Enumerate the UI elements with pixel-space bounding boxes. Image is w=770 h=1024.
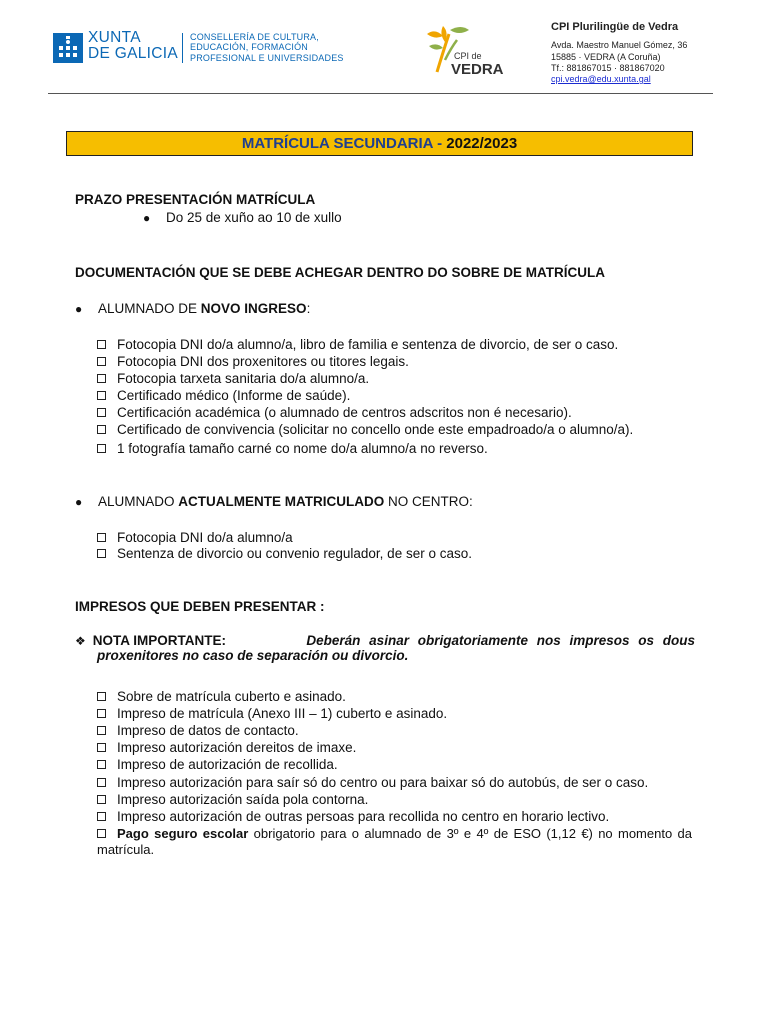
school-name: CPI Plurilingüe de Vedra [551, 21, 679, 33]
checklist-item [97, 791, 368, 808]
checklist-item-text: 1 fotografía tamaño carné co nome do/a alumno/a no reverso. [117, 441, 488, 456]
dept-line3: PROFESIONAL E UNIVERSIDADES [190, 52, 344, 63]
school-email-link[interactable]: cpi.vedra@edu.xunta.gal [551, 74, 651, 84]
checkbox-icon[interactable] [97, 709, 106, 718]
deadline-heading: PRAZO PRESENTACIÓN MATRÍCULA [75, 192, 316, 207]
checklist-item-text: Impreso de datos de contacto. [117, 723, 299, 738]
vedra-logo-small: CPI de [454, 51, 482, 61]
header-divider [182, 33, 183, 63]
note-label: NOTA IMPORTANTE: [92, 633, 226, 648]
xunta-name-line2: DE GALICIA [88, 45, 178, 62]
department-name [190, 32, 344, 63]
checkbox-icon[interactable] [97, 340, 106, 349]
dept-line1: CONSELLERÍA DE CULTURA, [190, 32, 319, 42]
header-rule [48, 93, 713, 94]
checkbox-icon[interactable] [97, 425, 106, 434]
checklist-item-text: Fotocopia DNI do/a alumno/a [117, 530, 293, 545]
note-text-2: proxenitores no caso de separación ou divorcio. [97, 648, 409, 663]
checkbox-icon[interactable] [97, 391, 106, 400]
checklist-item-text: Sobre de matrícula cuberto e asinado. [117, 689, 346, 704]
docs-heading: DOCUMENTACIÓN QUE SE DEBE ACHEGAR DENTRO DO SOBRE DE MATRÍCULA [75, 265, 606, 280]
payment-bold: Pago seguro escolar [117, 826, 249, 841]
new-bold: NOVO INGRESO [200, 301, 307, 316]
title-text: MATRÍCULA SECUNDARIA - [241, 135, 443, 152]
school-address1: Avda. Maestro Manuel Gómez, 36 [551, 40, 688, 50]
checklist-item-text: Impreso de autorización de recollida. [117, 757, 338, 772]
checklist-item [97, 774, 648, 791]
deadline-item [143, 210, 342, 225]
current-students-heading [75, 494, 473, 509]
checkbox-icon[interactable] [97, 778, 106, 787]
checklist-item [97, 421, 633, 438]
checkbox-icon[interactable] [97, 760, 106, 769]
checkbox-icon[interactable] [97, 812, 106, 821]
current-prefix: ALUMNADO [98, 494, 179, 509]
checkbox-icon[interactable] [97, 533, 106, 542]
title-year: 2022/2023 [446, 135, 518, 152]
payment-text: obrigatorio para o alumnado de 3º e 4º de ESO (1,12 €) no momento da matrícula. [97, 826, 692, 857]
checkbox-icon[interactable] [97, 444, 106, 453]
checkbox-icon[interactable] [97, 374, 106, 383]
new-suffix: : [306, 301, 311, 316]
checkbox-icon[interactable] [97, 408, 106, 417]
bullet-icon: ● [75, 302, 83, 316]
checklist-item [97, 705, 447, 722]
checklist-item-text: Impreso autorización dereitos de imaxe. [117, 740, 357, 755]
checklist-item [97, 353, 409, 370]
checklist-item [97, 440, 488, 457]
checklist-item [97, 529, 293, 546]
checklist-item-text: Impreso de matrícula (Anexo III – 1) cuberto e asinado. [117, 706, 448, 721]
payment-item [97, 826, 692, 858]
bullet-icon: ● [75, 495, 83, 509]
checkbox-icon[interactable] [97, 743, 106, 752]
checklist-item-text: Fotocopia tarxeta sanitaria do/a alumno/a. [117, 371, 370, 386]
xunta-name [88, 30, 178, 62]
checkbox-icon[interactable] [97, 549, 106, 558]
checklist-item-text: Impreso autorización para saír só do centro ou para baixar só do autobús, de ser o caso. [117, 775, 649, 790]
checklist-item [97, 756, 338, 773]
checkbox-icon[interactable] [97, 795, 106, 804]
note-line1 [75, 633, 695, 648]
dept-line2: EDUCACIÓN, FORMACIÓN [190, 42, 309, 53]
checklist-item [97, 404, 572, 421]
checklist-item [97, 739, 356, 756]
current-bold: ACTUALMENTE MATRICULADO [178, 494, 385, 509]
checklist-item-text: Certificado de convivencia (solicitar no concello onde este empadroado/a o alumno/a). [117, 422, 634, 437]
cpi-vedra-logo [423, 22, 508, 77]
checklist-item [97, 545, 472, 562]
checklist-item [97, 336, 618, 353]
checklist-item [97, 808, 609, 825]
current-suffix: NO CENTRO: [384, 494, 473, 509]
important-note [75, 633, 695, 663]
checklist-item [97, 722, 299, 739]
checkbox-icon[interactable] [97, 357, 106, 366]
xunta-logo-icon [53, 33, 83, 63]
diamond-icon: ❖ [75, 634, 86, 648]
checklist-item [97, 688, 346, 705]
checklist-item-text: Impreso autorización saída pola contorna. [117, 792, 369, 807]
title-banner [66, 131, 693, 156]
checkbox-icon[interactable] [97, 829, 106, 838]
deadline-item-text: Do 25 de xuño ao 10 de xullo [166, 210, 342, 225]
checklist-item-text: Fotocopia DNI dos proxenitores ou titores legais. [117, 354, 409, 369]
school-phone: Tf.: 881867015 · 881867020 [551, 63, 665, 73]
bullet-icon: ● [143, 211, 151, 225]
checklist-item-text: Sentenza de divorcio ou convenio regulador, de ser o caso. [117, 546, 472, 561]
checkbox-icon[interactable] [97, 692, 106, 701]
checklist-item [97, 370, 369, 387]
checklist-item-text: Impreso autorización de outras persoas para recollida no centro en horario lectivo. [117, 809, 610, 824]
vedra-logo-big: VEDRA [451, 61, 504, 77]
checklist-item-text: Certificado médico (Informe de saúde). [117, 388, 351, 403]
note-lead [75, 633, 226, 648]
checklist-item [97, 387, 350, 404]
forms-heading: IMPRESOS QUE DEBEN PRESENTAR : [75, 599, 325, 614]
new-students-heading [75, 301, 310, 316]
checkbox-icon[interactable] [97, 726, 106, 735]
school-address2: 15885 · VEDRA (A Coruña) [551, 52, 661, 62]
checklist-item-text: Fotocopia DNI do/a alumno/a, libro de familia e sentenza de divorcio, de ser o caso. [117, 337, 619, 352]
new-prefix: ALUMNADO DE [98, 301, 201, 316]
xunta-name-line1: XUNTA [88, 29, 141, 46]
checklist-item-text: Certificación académica (o alumnado de centros adscritos non é necesario). [117, 405, 572, 420]
note-text-1: Deberán asinar obrigatoriamente nos impresos os dous [306, 633, 695, 648]
